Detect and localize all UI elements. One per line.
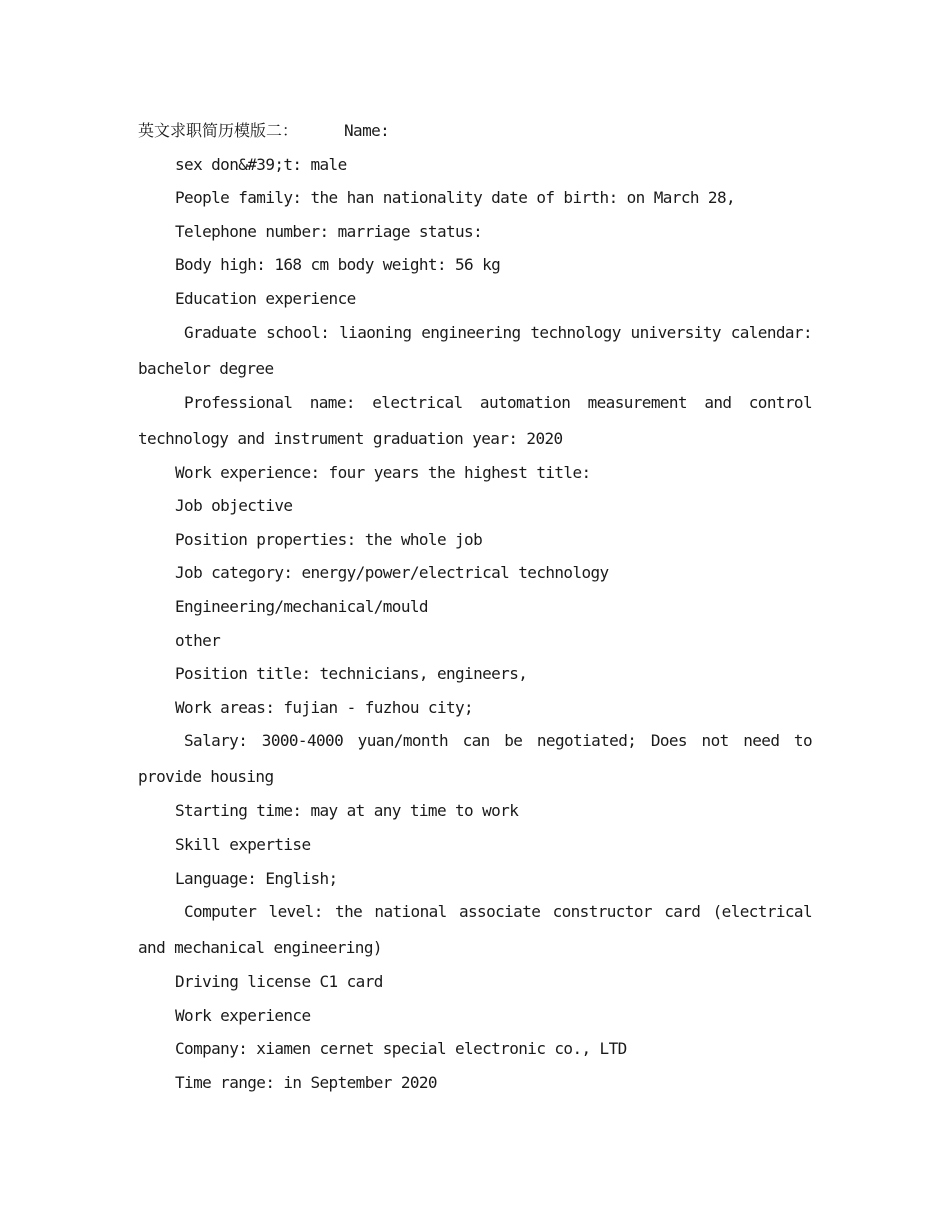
salary-paragraph: Salary: 3000-4000 yuan/month can be negotiated; Does not need to provide housing (138, 731, 812, 787)
language-line: Language: English; (175, 868, 338, 888)
resume-body (138, 118, 812, 1103)
education-heading: Education experience (175, 288, 356, 308)
job-objective-heading: Job objective (175, 496, 293, 516)
company-line: Company: xiamen cernet special electronic co., LTD (175, 1039, 627, 1059)
professional-name-paragraph: Professional name: electrical automation measurement and control technology and instrument graduation year: 2020 (138, 392, 812, 448)
work-experience-heading: Work experience (175, 1005, 311, 1025)
position-title-line: Position title: technicians, engineers, (175, 664, 528, 684)
position-properties-line: Position properties: the whole job (175, 529, 483, 549)
computer-level-paragraph: Computer level: the national associate constructor card (electrical and mechanical engineering) (138, 902, 812, 958)
time-range-line: Time range: in September 2020 (175, 1072, 437, 1092)
name-label: Name: (344, 121, 390, 140)
telephone-marriage-line: Telephone number: marriage status: (175, 221, 483, 241)
driving-license-line: Driving license C1 card (175, 972, 383, 992)
engineering-line: Engineering/mechanical/mould (175, 596, 428, 616)
family-birth-line: People family: the han nationality date of birth: on March 28, (175, 188, 736, 208)
starting-time-line: Starting time: may at any time to work (175, 801, 519, 821)
work-areas-line: Work areas: fujian - fuzhou city; (175, 697, 474, 717)
document-heading: 英文求职简历模版二： (138, 121, 299, 140)
job-category-line: Job category: energy/power/electrical technology (175, 563, 609, 583)
other-line: other (175, 630, 221, 650)
skill-expertise-heading: Skill expertise (175, 834, 311, 854)
heading-line (138, 118, 812, 152)
graduate-school-paragraph: Graduate school: liaoning engineering technology university calendar: bachelor degree (138, 322, 812, 378)
sex-line: sex don&#39;t: male (175, 154, 347, 174)
height-weight-line: Body high: 168 cm body weight: 56 kg (175, 255, 501, 275)
work-experience-summary-line: Work experience: four years the highest title: (175, 462, 591, 482)
